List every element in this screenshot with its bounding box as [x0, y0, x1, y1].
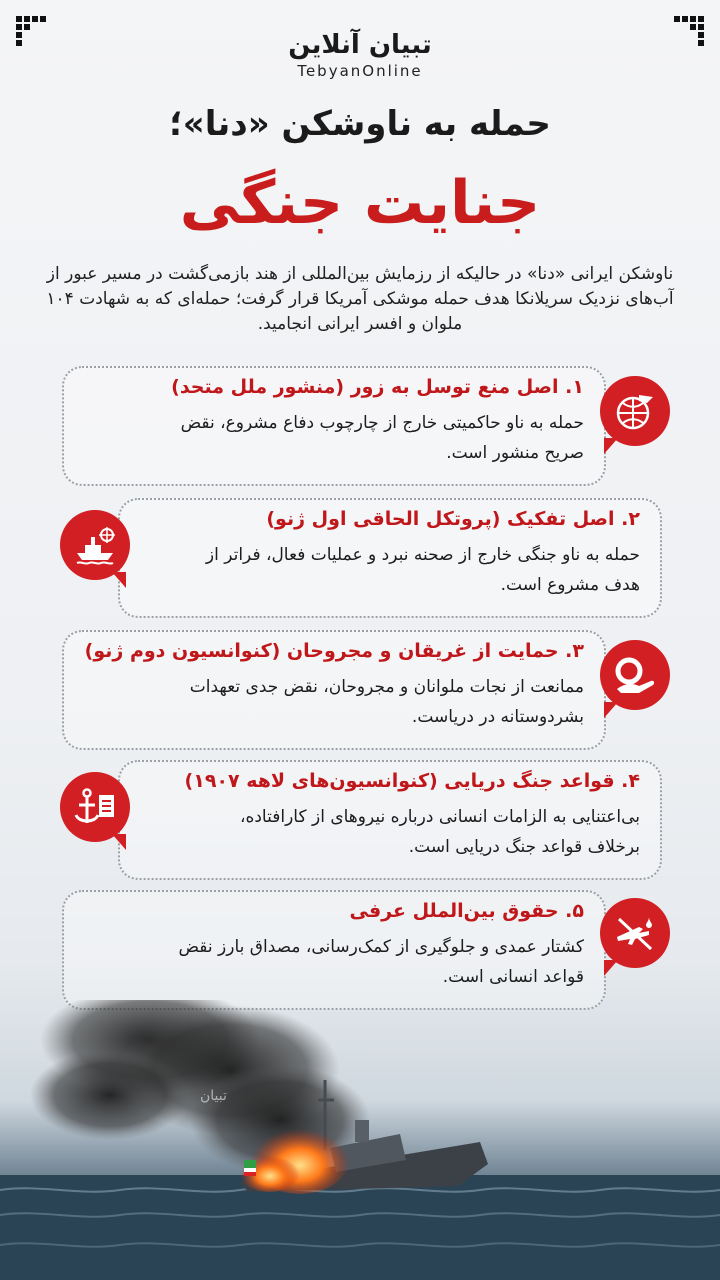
brand-logo — [0, 30, 720, 80]
item-body: کشتار عمدی و جلوگیری از کمک‌رسانی، مصداق بارز نقض قواعد انسانی است. — [178, 937, 584, 987]
warship-target-icon — [60, 510, 130, 580]
brand-name-fa: تبیان آنلاین — [288, 30, 432, 60]
list-item-4 — [118, 760, 662, 880]
brand-name-en: TebyanOnline — [297, 62, 423, 80]
item-title: ۲. اصل تفکیک (پروتکل الحاقی اول ژنو) — [266, 508, 640, 530]
item-body: ممانعت از نجات ملوانان و مجروحان، نقض جدی تعهدات بشردوستانه در دریاست. — [189, 677, 584, 727]
item-body: حمله به ناو جنگی خارج از صحنه نبرد و عملیات فعال، فراتر از هدف مشروع است. — [205, 545, 640, 595]
lifebuoy-hand-icon — [600, 640, 670, 710]
item-title: ۱. اصل منع توسل به زور (منشور ملل متحد) — [171, 376, 584, 398]
intro-paragraph: ناوشکن ایرانی «دنا» در حالیکه از رزمایش بین‌المللی از هند بازمی‌گشت در مسیر عبور از آب‌های نزدیک سریلانکا هدف حمله موشکی آمریکا قرار گرفت؛ حمله‌ای که به شهادت ۱۰۴ ملوان و افسر ایرانی انجامید. — [46, 264, 674, 334]
item-title: ۴. قواعد جنگ دریایی (کنوانسیون‌های لاهه ۱۹۰۷) — [184, 770, 640, 792]
rifle-prohibited-icon — [600, 898, 670, 968]
burning-ship-illustration — [0, 1000, 720, 1280]
list-item-3 — [62, 630, 606, 750]
item-title: ۳. حمایت از غریقان و مجروحان (کنوانسیون دوم ژنو) — [84, 640, 584, 662]
anchor-document-icon — [60, 772, 130, 842]
list-item-5 — [62, 890, 606, 1010]
list-item-1 — [62, 366, 606, 486]
headline-emphasis: جنایت جنگی — [179, 168, 541, 238]
item-title: ۵. حقوق بین‌الملل عرفی — [349, 900, 584, 922]
item-body: بی‌اعتنایی به الزامات انسانی درباره نیروهای از کارافتاده، برخلاف قواعد جنگ دریایی است. — [239, 807, 640, 857]
globe-dove-icon — [600, 376, 670, 446]
list-item-2 — [118, 498, 662, 618]
item-body: حمله به ناو حاکمیتی خارج از چارچوب دفاع مشروع، نقض صریح منشور است. — [180, 413, 584, 463]
headline: حمله به ناوشکن «دنا»؛ — [169, 104, 551, 144]
brand-watermark: تبیان — [200, 1088, 227, 1104]
